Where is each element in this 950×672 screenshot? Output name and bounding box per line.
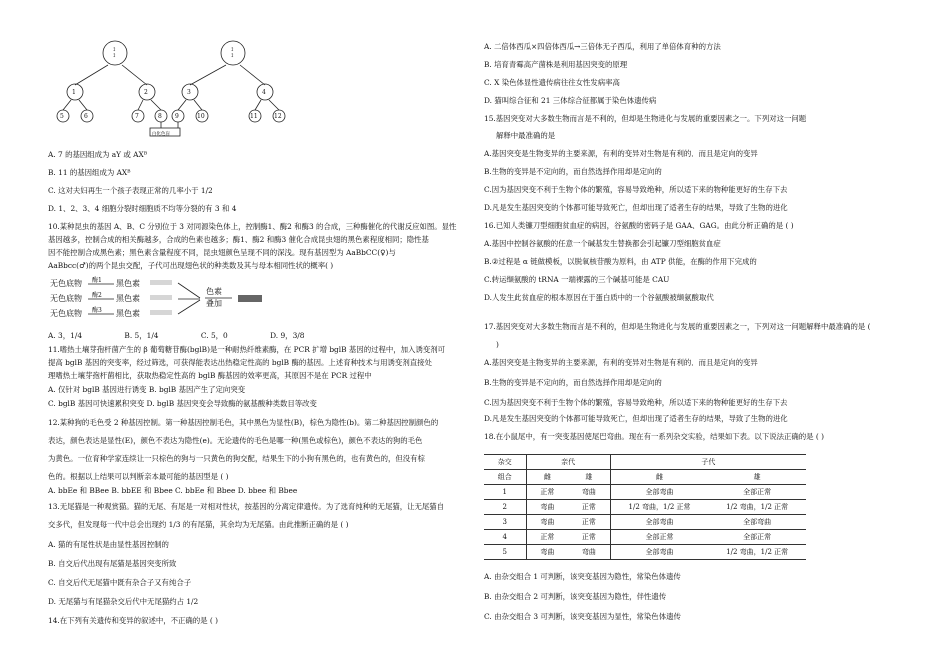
th-child: 子代 <box>610 455 806 470</box>
table-cell: 5 <box>484 545 526 560</box>
table-cell: 全部弯曲 <box>610 515 708 530</box>
product-label: 黑色素 <box>116 294 140 303</box>
q15-line: B.生物的变异是不定向的，而自然选择作用却是定向的 <box>484 167 662 176</box>
q13-line: D. 无尾猫与有尾猫杂交后代中无尾猫约占 1/2 <box>48 597 199 606</box>
node-label: 10 <box>197 113 205 120</box>
pedigree-note: 白化色盲 <box>152 132 170 137</box>
q11-line: 11.嗜热土壤芽孢杆菌产生的 β 葡萄糖苷酶(bglB)是一种耐热纤维素酶，在 PCR 扩增 bglB 基因的过程中，加入诱变剂可 <box>48 345 446 354</box>
table-cell: 全部弯曲 <box>708 515 806 530</box>
svg-text:↕: ↕ <box>112 47 117 53</box>
q15-line: 15.基因突变对大多数生物而言是不利的，但却是生物进化与发展的重要因素之一。下列对这一问题 <box>484 114 807 123</box>
node-label: 7 <box>135 113 139 120</box>
table-row <box>484 530 806 545</box>
q12-line: 表达，颜色表达是显性(E)，颜色不表达为隐性(e)。无论遗传的毛色是哪一种(黑色或棕色)，颜色不表达的狗的毛色 <box>48 436 423 445</box>
q17-line: A.基因突变是主物变异的主要来源，有利的变异对生物是有利的．而且是定向的变异 <box>484 358 758 367</box>
table-row <box>484 500 806 515</box>
th-parent: 亲代 <box>526 455 610 470</box>
table-cell: 全部正常 <box>708 530 806 545</box>
q14-opt: D. 猫叫综合征和 21 三体综合征都属于染色体遗传病 <box>484 96 657 105</box>
th-group: 杂交 <box>484 455 526 470</box>
table-cell: 弯曲 <box>526 515 568 530</box>
q10-line: AaBbcc(♂)的两个昆虫交配，子代可出现翅色状的种类数及其与母本相同性状的概率( ) <box>48 261 334 270</box>
q17-line: ) <box>496 340 499 349</box>
product-label: 黑色素 <box>116 309 140 318</box>
th-group2: 组合 <box>484 470 526 485</box>
q12-line: 为黄色。一位育种学家连续让一只棕色的狗与一只黄色的狗交配，结果生下的小狗有黑色的，也有黄色的，但没有棕 <box>48 454 425 463</box>
table-cell: 4 <box>484 530 526 545</box>
q17-line: D.凡是发生基因突变的个体都可能导致死亡，但却出现了适者生存的结果，导致了生物的进化 <box>484 414 788 423</box>
q18-opt: A. 由杂交组合 1 可判断，该突变基因为隐性，常染色体遗传 <box>484 572 681 581</box>
q15-line: A.基因突变是生物变异的主要来源，有利的变异对生物是有利的．而且是定向的变异 <box>484 149 758 158</box>
option-d: D. 1、2、3、4 细胞分裂时细胞质不均等分裂的有 3 和 4 <box>48 204 237 213</box>
svg-text:↕: ↕ <box>230 53 235 59</box>
node-label: 1 <box>72 89 76 96</box>
table-cell: 1/2 弯曲，1/2 正常 <box>708 545 806 560</box>
q10-options <box>48 331 304 340</box>
q14-opt: B. 培育青霉高产菌株是利用基因突变的原理 <box>484 60 628 69</box>
q13-line: 交多代，但发现每一代中总会出现约 1/3 的有尾猫，其余均为无尾猫。由此推断正确的是 ( ) <box>48 520 349 529</box>
q10-opt-c: C. 5，0 <box>200 331 228 340</box>
table-cell: 正常 <box>526 485 568 500</box>
q10-line: 基因越多，控制合成的相关酶越多，合成的色素也越多；酶1、酶2 和酶3 催化合成昆虫翅的黑色素程度相同；隐性基 <box>48 235 429 244</box>
q10-opt-b: B. 5，1/4 <box>124 331 159 340</box>
th-female: 雌 <box>526 470 568 485</box>
q10-line: 因不能控制合成黑色素；黑色素含量程度不同，昆虫翅颜色呈现不同的深浅。现有基因型为 AaBbCC(♀)与 <box>48 248 396 257</box>
q16-line: 16.已知人类镰刀型细胞贫血症的病因，谷氨酸的密码子是 GAA、GAG。由此分析正确的是 ( ) <box>484 221 794 230</box>
node-label: 11 <box>250 113 258 120</box>
table-cell: 全部弯曲 <box>610 485 708 500</box>
q10-opt-a: A. 3，1/4 <box>48 331 83 340</box>
q15-line: D.凡是发生基因突变的个体都可能导致死亡，但却出现了适者生存的结果，导致了生物的进化 <box>484 203 788 212</box>
merge-label: 色素 <box>206 287 222 296</box>
option-c: C. 这对夫妇再生一个孩子表现正常的几率小于 1/2 <box>48 186 213 195</box>
q15-line: 解释中最准确的是 <box>496 131 556 140</box>
cross-table <box>484 454 806 560</box>
table-cell: 弯曲 <box>526 500 568 515</box>
q13-line: A. 猫的有尾性状是由显性基因控制的 <box>48 540 169 549</box>
q12-line: A. bbEe 和 BBee B. bbEE 和 Bbee C. bbEe 和 Bbee D. bbee 和 Bbee <box>48 486 298 495</box>
table-cell: 弯曲 <box>568 485 610 500</box>
node-label: 6 <box>84 113 88 120</box>
table-row <box>484 515 806 530</box>
th-male: 雄 <box>708 470 806 485</box>
merge-label: 叠加 <box>206 299 222 308</box>
table-cell: 全部正常 <box>610 530 708 545</box>
table-cell: 正常 <box>526 530 568 545</box>
enzyme-label: 酶2 <box>92 292 102 299</box>
q18-stem: 18.在小鼠尾中，有一突变基因使尾巴弯曲。现在有一系列杂交实验，结果如下表。以下说法正确的是 ( ) <box>484 432 825 441</box>
q18-opt: B. 由杂交组合 2 可判断，该突变基因为隐性，伴性遗传 <box>484 592 667 601</box>
svg-text:↕: ↕ <box>112 53 117 59</box>
q17-line: 17.基因突变对大多数生物而言是不利的，但却是生物进化与发展的重要因素之一，下列对这一问题解释中最准确的是 ( <box>484 322 871 331</box>
q11-line: 理嗜热土壤芽孢杆菌相比，获取热稳定性高的 bglB 酶基因的效率更高，其原因不是在 PCR 过程中 <box>48 371 372 380</box>
table-cell: 弯曲 <box>526 545 568 560</box>
node-label: 9 <box>175 113 179 120</box>
q17-line: B.生物的变异是不定向的，而自然选择作用却是定向的 <box>484 378 662 387</box>
node-label: 12 <box>274 113 282 120</box>
substrate-label: 无色底物 <box>50 279 82 288</box>
node-label: 3 <box>187 89 191 96</box>
q16-line: A.基因中控制谷氨酸的任意一个碱基发生替换都会引起镰刀型细胞贫血症 <box>484 239 721 248</box>
q18-opt: C. 由杂交组合 3 可判断，该突变基因为显性，常染色体遗传 <box>484 612 681 621</box>
svg-text:↕: ↕ <box>230 47 235 53</box>
table-cell: 弯曲 <box>568 545 610 560</box>
table-cell: 1/2 弯曲，1/2 正常 <box>610 500 708 515</box>
substrate-label: 无色底物 <box>50 294 82 303</box>
q12-line: 色的。根据以上结果可以判断亲本最可能的基因型是 ( ) <box>48 472 229 481</box>
table-cell: 1/2 弯曲，1/2 正常 <box>708 500 806 515</box>
q13-line: C. 自交后代无尾猫中既有杂合子又有纯合子 <box>48 578 192 587</box>
product-label: 黑色素 <box>116 279 140 288</box>
node-label: 2 <box>144 89 148 96</box>
table-cell: 正常 <box>568 515 610 530</box>
q11-line: 提高 bglB 基因的突变率，经过筛选，可获得能表达出热稳定性高的 bglB 酶的基因。上述育种技术与用诱变剂直接处 <box>48 358 432 367</box>
q13-line: B. 自交后代出现有尾猫是基因突变所致 <box>48 559 177 568</box>
node-label: 4 <box>262 89 266 96</box>
q15-line: C.因为基因突变不利于生物个体的繁殖，容易导致绝种，所以适下来的物种能更好的生存下去 <box>484 185 788 194</box>
node-label: 8 <box>158 113 162 120</box>
q17-line: C.因为基因突变不利于生物个体的繁殖，容易导致绝种，所以适下来的物种能更好的生存下去 <box>484 398 788 407</box>
q12-line: 12.某种狗的毛色受 2 种基因控制。第一种基因控制毛色，其中黑色为显性(B)，棕色为隐性(b)。第二种基因控制颜色的 <box>48 418 439 427</box>
table-cell: 3 <box>484 515 526 530</box>
q16-line: B.②过程是 α 链做模板，以脱氧核苷酸为原料，由 ATP 供能，在酶的作用下完成的 <box>484 257 757 266</box>
q16-line: C.转运缬氨酸的 tRNA 一端裸露的三个碱基可能是 CAU <box>484 275 670 284</box>
substrate-label: 无色底物 <box>50 309 82 318</box>
q11-line: A. 仅针对 bglB 基因进行诱变 B. bglB 基因产生了定向突变 <box>48 385 246 394</box>
option-b: B. 11 的基因组成为 AXᴮ <box>48 168 131 177</box>
enzyme-label: 酶1 <box>92 277 102 284</box>
q14-opt: A. 二倍体西瓜×四倍体西瓜→三倍体无子西瓜，利用了单倍体育种的方法 <box>484 42 721 51</box>
node-label: 5 <box>60 113 64 120</box>
q10-opt-d: D. 9，3/8 <box>270 331 305 340</box>
option-a: A. 7 的基因组成为 aY 或 AXᴮ <box>48 150 148 159</box>
q14-opt: C. X 染色体显性遗传病往往女性发病率高 <box>484 78 620 87</box>
q16-line: D.人发生此贫血症的根本原因在于蛋白质中的一个谷氨酸被缬氨酸取代 <box>484 293 714 302</box>
table-cell: 全部弯曲 <box>610 545 708 560</box>
q10-line: 10.某种昆虫的基因 A、B、C 分别位于 3 对同源染色体上，控制酶1、酶2 和酶3 的合成，三种酶催化的代谢反应如图。显性 <box>48 222 457 231</box>
table-cell: 2 <box>484 500 526 515</box>
th-male: 雄 <box>568 470 610 485</box>
table-row <box>484 545 806 560</box>
table-cell: 正常 <box>568 500 610 515</box>
table-row <box>484 485 806 500</box>
table-cell: 正常 <box>568 530 610 545</box>
q13-line: 13.无尾猫是一种观赏猫。猫的无尾、有尾是一对相对性状，按基因的分离定律遗传。为了选育纯种的无尾猫，让无尾猫自 <box>48 502 445 511</box>
q11-line: C. bglB 基因可快速累积突变 D. bglB 基因突变会导致酶的氨基酸种类数目等改变 <box>48 399 317 408</box>
enzyme-label: 酶3 <box>92 307 102 314</box>
table-cell: 1 <box>484 485 526 500</box>
th-female: 雌 <box>610 470 708 485</box>
q14-stem: 14.在下列有关遗传和变异的叙述中，不正确的是 ( ) <box>48 616 219 625</box>
table-cell: 全部正常 <box>708 485 806 500</box>
